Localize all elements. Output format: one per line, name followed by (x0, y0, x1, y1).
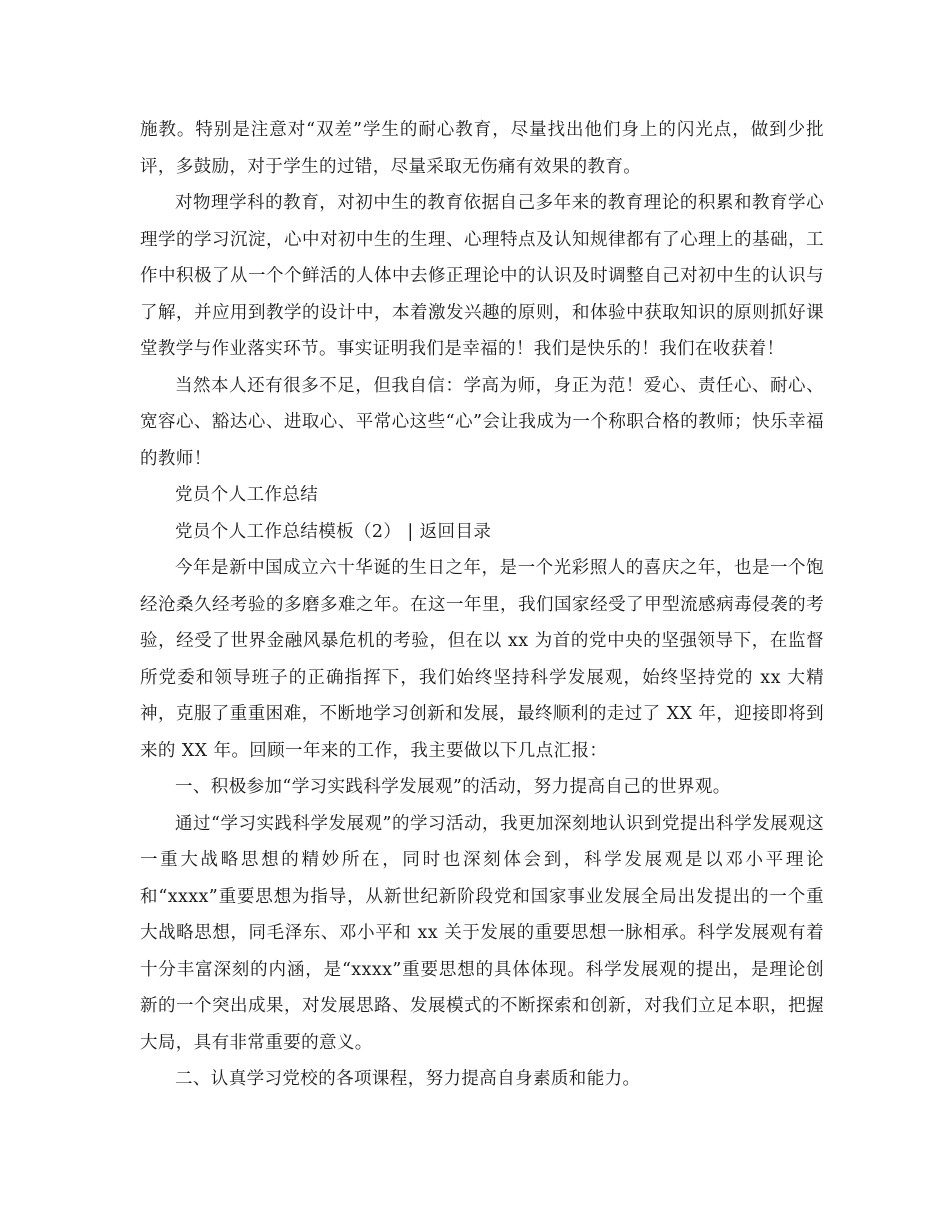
document-body (140, 112, 824, 1098)
paragraph-year-review: 今年是新中国成立六十华诞的生日之年，是一个光彩照人的喜庆之年，也是一个饱经沧桑久经考验的多磨多难之年。在这一年里，我们国家经受了甲型流感病毒侵袭的考验，经受了世界金融风暴危机的考验，但在以 xx 为首的党中央的坚强领导下，在监督所党委和领导班子的正确指挥下，我们始终坚持科学发展观，始终坚持党的 xx 大精神，克服了重重困难，不断地学习创新和发展，最终顺利的走过了 XX 年，迎接即将到来的 XX 年。回顾一年来的工作，我主要做以下几点汇报： (140, 558, 824, 761)
paragraph-physics-teaching: 对物理学科的教育，对初中生的教育依据自己多年来的教育理论的积累和教育学心理学的学习沉淀，心中对初中生的生理、心理特点及认知规律都有了心理上的基础，工作中积极了从一个个鲜活的人体中去修正理论中的认识及时调整自己对初中生的认识与了解，并应用到教学的设计中，本着激发兴趣的原则，和体验中获取知识的原则抓好课堂教学与作业落实环节。事实证明我们是幸福的！我们是快乐的！我们在收获着！ (140, 193, 824, 359)
paragraph-self-assessment: 当然本人还有很多不足，但我自信：学高为师，身正为范！爱心、责任心、耐心、宽容心、豁达心、进取心、平常心这些“心”会让我成为一个称职合格的教师；快乐幸福的教师！ (140, 375, 824, 469)
paragraph-point-two: 二、认真学习党校的各项课程，努力提高自身素质和能力。 (175, 1069, 641, 1089)
title-separator: | (407, 521, 414, 542)
paragraph-point-one: 一、积极参加“学习实践科学发展观”的活动，努力提高自己的世界观。 (175, 777, 731, 797)
subsection-title-row (140, 514, 824, 551)
back-to-contents-link[interactable]: 返回目录 (419, 521, 492, 542)
paragraph-scientific-development: 通过“学习实践科学发展观”的学习活动，我更加深刻地认识到党提出科学发展观这一重大战略思想的精妙所在，同时也深刻体会到，科学发展观是以邓小平理论和“xxxx”重要思想为指导，从新世纪新阶段党和国家事业发展全局出发提出的一个重大战略思想，同毛泽东、邓小平和 xx 关于发展的重要思想一脉相承。科学发展观有着十分丰富深刻的内涵，是“xxxx”重要思想的具体体现。科学发展观的提出，是理论创新的一个突出成果，对发展思路、发展模式的不断探索和创新，对我们立足本职，把握大局，具有非常重要的意义。 (140, 813, 824, 1053)
paragraph-continuation: 施教。特别是注意对“双差”学生的耐心教育，尽量找出他们身上的闪光点，做到少批评，多鼓励，对于学生的过错，尽量采取无伤痛有效果的教育。 (140, 120, 824, 177)
section-title: 党员个人工作总结 (175, 485, 319, 505)
subsection-title: 党员个人工作总结模板（2） (175, 521, 402, 542)
